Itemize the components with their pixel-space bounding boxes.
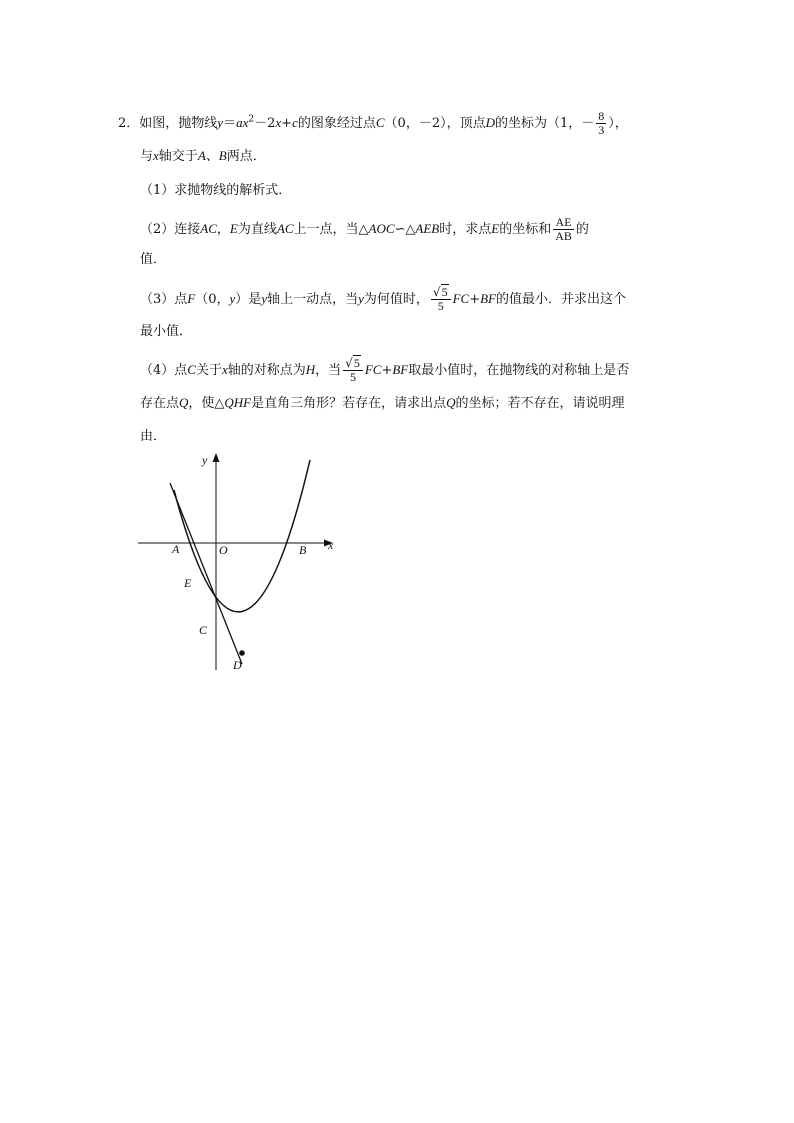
eq-plus: + [281, 116, 293, 131]
label-c: C [199, 623, 208, 637]
through-text: 的图象经过点 [297, 116, 376, 131]
problem-intro: 如图，抛物线 [139, 116, 218, 131]
eq-ax: ax [236, 115, 249, 130]
eq-equals: ＝ [223, 116, 237, 131]
part-4-line-1: （4）点C关于x轴的对称点为H，当 $\frac{√5}{5}$ FC+BF取最小值时，在抛物线的对称轴上是否 [140, 356, 630, 384]
part-4-line-3: 由． [140, 429, 167, 444]
fraction-ae-ab: $\frac{AE}{AB}$ [555, 215, 572, 243]
fraction-root5-over-5-b: $\frac{√5}{5}$ [343, 357, 363, 384]
parabola-figure [130, 450, 350, 680]
label-a: A [172, 542, 180, 556]
part-4-line-2: 存在点Q，使△QHF是直角三角形？若存在，请求出点Q的坐标；若不存在，请说明理 [140, 395, 625, 411]
points-ab: A、B [197, 148, 227, 163]
eq-y: y [217, 115, 224, 130]
label-e: E [184, 576, 192, 590]
part-3-line-2: 最小值． [140, 324, 193, 339]
problem-line-2: 与x轴交于A、B两点． [140, 148, 266, 164]
label-b: B [299, 543, 307, 557]
d-text: 的坐标为（1，－ [494, 116, 595, 131]
eq-minus-two: －2 [254, 116, 276, 131]
y-axis-arrow [213, 453, 220, 462]
label-y: y [202, 453, 208, 467]
d-close: ）， [608, 116, 628, 131]
vertex-d-point [239, 650, 245, 656]
problem-number: 2． [118, 116, 140, 131]
parabola-curve [174, 460, 310, 612]
label-d: D [233, 658, 242, 672]
fraction-eight-thirds: $\frac{8}{3}$ [598, 109, 605, 137]
label-o: O [219, 543, 228, 557]
eq-c: c [292, 115, 298, 130]
part-2-line-1: （2）连接AC，E为直线AC上一点，当△AOC∽△AEB时，求点E的坐标和 $\frac{AE}{AB}$ 的 [140, 215, 589, 243]
part-2-line-2: 值． [140, 252, 167, 267]
point-c: C [375, 115, 385, 130]
part-1: （1）求抛物线的解析式． [140, 183, 292, 198]
fraction-root5-over-5: $\frac{√5}{5}$ [431, 286, 451, 313]
eq-power: 2 [248, 114, 255, 125]
problem-line-1 [118, 110, 628, 137]
sqrt-sign: √ [432, 285, 441, 299]
eq-x: x [275, 115, 282, 130]
label-x: x [328, 538, 334, 552]
part-3-line-1: （3）点F（0，y）是y轴上一动点，当y为何值时， $\frac{√5}{5}$ FC+BF的值最小．并求出这个 [140, 285, 626, 313]
point-d: D [485, 115, 495, 130]
c-coordinate: （0，－2），顶点 [384, 116, 486, 131]
